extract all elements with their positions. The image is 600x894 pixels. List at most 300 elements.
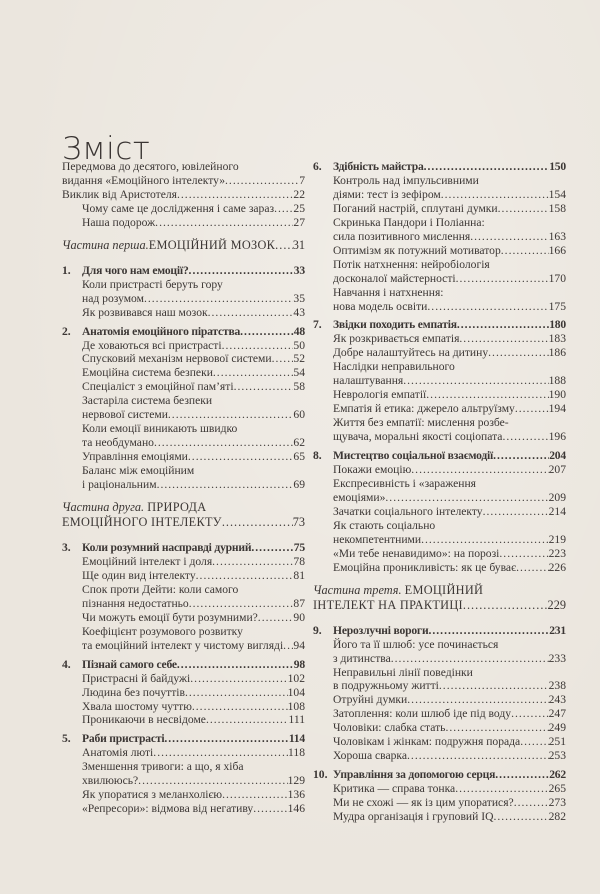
toc-entry xyxy=(62,713,305,727)
chapter-group xyxy=(62,264,305,320)
toc-line xyxy=(333,346,566,360)
toc-line xyxy=(82,339,305,353)
entry-title: Мистецтво соціальної взаємодії xyxy=(333,449,494,463)
chapter-group xyxy=(313,768,566,824)
entry-title: Контроль над імпульсивними xyxy=(333,173,479,187)
toc-line xyxy=(333,638,566,652)
toc-entry xyxy=(62,802,305,816)
page-number: 262 xyxy=(549,768,566,782)
dot-leader xyxy=(411,463,548,477)
chapter-group xyxy=(62,541,305,653)
page-number: 243 xyxy=(548,693,566,707)
toc-entry xyxy=(62,422,305,450)
entry-title: Раби пристрасті xyxy=(82,732,165,746)
entry-title: емоціями» xyxy=(333,490,386,504)
toc-line xyxy=(82,394,305,408)
entry-title: Управління за допомогою серця xyxy=(333,768,496,782)
toc-entry xyxy=(313,782,566,796)
toc-line xyxy=(82,464,305,478)
page-number: 73 xyxy=(292,515,305,530)
entry-title: Пізнай самого себе xyxy=(82,657,177,671)
page-number: 196 xyxy=(548,430,566,444)
toc-entry xyxy=(313,547,566,561)
dot-leader xyxy=(212,555,293,569)
page-number: 35 xyxy=(293,291,305,305)
toc-line xyxy=(333,286,566,300)
toc-line xyxy=(82,325,305,339)
dot-leader xyxy=(483,505,549,519)
entry-title: Покажи емоцію xyxy=(333,463,412,477)
toc-line xyxy=(333,666,566,680)
dot-leader xyxy=(424,160,550,174)
toc-line xyxy=(333,721,566,735)
dot-leader xyxy=(427,300,548,314)
page-number: 146 xyxy=(287,802,305,816)
toc-line xyxy=(82,686,305,700)
toc-line xyxy=(333,202,566,216)
entry-title: некомпетентними xyxy=(333,532,422,546)
entry-title: і раціональним xyxy=(82,478,157,492)
chapter-number: 10. xyxy=(313,768,328,782)
dot-leader xyxy=(225,174,299,188)
toc-line xyxy=(62,160,305,174)
entry-title: Де ховаються всі пристрасті xyxy=(82,338,222,352)
entry-title: Добре налаштуйтесь на дитину xyxy=(333,346,489,360)
entry-title: діями: тест із зефіром xyxy=(333,187,441,201)
entry-title: Анатомія емоційного піратства xyxy=(82,324,241,338)
page-number: 273 xyxy=(548,796,566,810)
toc-entry xyxy=(62,746,305,760)
chapter-number: 8. xyxy=(313,449,322,463)
dot-leader xyxy=(455,782,548,796)
entry-title: Як розкривається емпатія xyxy=(333,332,460,346)
part-label: Частина перша. xyxy=(62,237,149,252)
toc-line xyxy=(333,796,566,810)
toc-line xyxy=(333,768,566,782)
dot-leader xyxy=(520,735,548,749)
chapter-group xyxy=(313,624,566,764)
entry-title: Баланс між емоційним xyxy=(82,464,195,478)
toc-line xyxy=(333,300,566,314)
toc-line xyxy=(82,569,305,583)
page-number: 186 xyxy=(548,346,566,360)
toc-entry xyxy=(62,450,305,464)
dot-leader xyxy=(459,332,548,346)
toc-entry xyxy=(313,735,566,749)
toc-line xyxy=(333,749,566,763)
toc-line xyxy=(333,216,566,230)
dot-leader xyxy=(258,611,294,625)
toc-column-left xyxy=(62,160,305,821)
entry-title: досконалої майстерності xyxy=(333,271,456,285)
entry-title: Його та її шлюб: усе починається xyxy=(333,637,499,651)
toc-line xyxy=(62,515,305,530)
chapter-heading xyxy=(313,160,566,174)
page-number: 158 xyxy=(548,201,566,215)
toc-entry xyxy=(313,463,566,477)
dot-leader xyxy=(407,749,549,763)
toc-entry xyxy=(313,388,566,402)
page-number: 87 xyxy=(293,596,305,610)
toc-line xyxy=(313,583,566,598)
chapter-heading xyxy=(62,732,305,746)
chapter-heading xyxy=(313,624,566,638)
entry-title: та необдумано xyxy=(82,436,154,450)
toc-line xyxy=(333,519,566,533)
dot-leader xyxy=(274,202,293,216)
entry-title: ІНТЕЛЕКТ НА ПРАКТИЦІ xyxy=(313,597,463,612)
page-number: 190 xyxy=(548,388,566,402)
toc-entry xyxy=(313,216,566,244)
entry-title: Потік натхнення: нейробіологія xyxy=(333,257,490,271)
toc-line xyxy=(333,782,566,796)
dot-leader xyxy=(493,449,549,463)
page-number: 238 xyxy=(548,679,566,693)
chapter-group xyxy=(313,318,566,444)
dot-leader xyxy=(403,374,548,388)
toc-entry xyxy=(313,749,566,763)
page-number: 207 xyxy=(548,463,566,477)
chapter-number: 6. xyxy=(313,160,322,173)
entry-title: над розумом xyxy=(82,291,144,305)
entry-title: Спусковий механізм нервової системи xyxy=(82,352,272,366)
toc-line xyxy=(333,449,566,463)
toc-line xyxy=(333,505,566,519)
dot-leader xyxy=(222,515,293,530)
entry-title: Коефіцієнт розумового розвитку xyxy=(82,624,243,638)
toc-entry xyxy=(313,638,566,666)
chapter-number: 7. xyxy=(313,318,322,332)
dot-leader xyxy=(407,693,548,707)
toc-line xyxy=(82,380,305,394)
chapter-group xyxy=(62,160,305,230)
entry-title: Управління емоціями xyxy=(82,450,188,464)
entry-title: Емоційний інтелект і доля xyxy=(82,554,213,568)
toc-entry xyxy=(313,286,566,314)
toc-line xyxy=(333,402,566,416)
dot-leader xyxy=(470,230,548,244)
page-number: 129 xyxy=(287,774,305,788)
page-number: 136 xyxy=(287,788,305,802)
toc-line xyxy=(82,422,305,436)
toc-entry xyxy=(62,788,305,802)
dot-leader xyxy=(511,707,549,721)
toc-entry xyxy=(62,583,305,611)
toc-line xyxy=(333,272,566,286)
toc-entry xyxy=(313,505,566,519)
dot-leader xyxy=(493,810,548,824)
dot-leader xyxy=(185,686,288,700)
entry-title: Як розвивався наш мозок xyxy=(82,305,208,319)
entry-title: видання «Емоційного інтелекту» xyxy=(62,173,226,187)
page-number: 50 xyxy=(293,338,305,352)
page-number: 104 xyxy=(287,685,305,699)
toc-line xyxy=(62,238,305,253)
entry-title: нова модель освіти xyxy=(333,299,428,313)
dot-leader xyxy=(138,774,287,788)
dot-leader xyxy=(222,788,288,802)
entry-title: Як стають соціально xyxy=(333,518,436,532)
entry-title: Експресивність і «зараження xyxy=(333,476,476,490)
page-number: 265 xyxy=(548,782,566,796)
toc-entry xyxy=(62,700,305,714)
chapter-heading xyxy=(62,325,305,339)
dot-leader xyxy=(153,746,288,760)
entry-title: Спок проти Дейти: коли самого xyxy=(82,582,239,596)
chapter-number: 4. xyxy=(62,657,71,671)
dot-leader xyxy=(253,802,287,816)
page-number: 48 xyxy=(293,324,305,338)
dot-leader xyxy=(391,652,549,666)
toc-line xyxy=(333,463,566,477)
dot-leader xyxy=(515,402,549,416)
toc-line xyxy=(333,430,566,444)
entry-title: налаштування xyxy=(333,374,404,388)
page-number: 111 xyxy=(288,713,305,727)
dot-leader xyxy=(498,202,549,216)
toc-entry xyxy=(62,611,305,625)
page-number: 33 xyxy=(293,263,305,277)
dot-leader xyxy=(177,658,294,672)
toc-column-right xyxy=(313,160,566,829)
entry-title: з дитинства xyxy=(333,651,391,665)
toc-entry xyxy=(313,707,566,721)
toc-entry xyxy=(313,666,566,694)
toc-line xyxy=(333,188,566,202)
page-number: 118 xyxy=(288,746,305,760)
toc-line xyxy=(333,810,566,824)
page-number: 204 xyxy=(549,449,566,463)
toc-entry xyxy=(62,672,305,686)
toc-entry xyxy=(313,796,566,810)
chapter-number: 9. xyxy=(313,623,322,637)
entry-title: Наша подорож xyxy=(82,215,156,229)
toc-line xyxy=(333,230,566,244)
page-number: 214 xyxy=(548,504,566,518)
page-number: 98 xyxy=(293,657,305,671)
dot-leader xyxy=(234,380,294,394)
toc-line xyxy=(82,732,305,746)
toc-line xyxy=(82,802,305,816)
dot-leader xyxy=(439,679,549,693)
page-number: 180 xyxy=(549,318,566,332)
toc-entry xyxy=(313,416,566,444)
toc-line xyxy=(82,597,305,611)
toc-line xyxy=(333,707,566,721)
toc-line xyxy=(82,658,305,672)
entry-title: ЕМОЦІЙНИЙ МОЗОК xyxy=(148,237,276,252)
toc-line xyxy=(333,318,566,332)
page-number: 69 xyxy=(293,478,305,492)
dot-leader xyxy=(222,339,294,353)
dot-leader xyxy=(441,188,549,202)
page-title: Зміст xyxy=(62,130,151,167)
entry-title: Здібність майстра xyxy=(333,160,424,173)
page-number: 102 xyxy=(287,671,305,685)
toc-line xyxy=(82,774,305,788)
chapter-number: 3. xyxy=(62,541,71,555)
dot-leader xyxy=(516,561,549,575)
toc-entry xyxy=(313,332,566,346)
toc-entry xyxy=(62,380,305,394)
toc-entry xyxy=(313,174,566,202)
toc-entry xyxy=(313,721,566,735)
part-label: Частина третя. xyxy=(313,582,402,597)
entry-title: Як упоратися з меланхолією xyxy=(82,788,223,802)
page-number: 188 xyxy=(548,374,566,388)
page-number: 223 xyxy=(548,546,566,560)
entry-title: хвилююсь? xyxy=(82,774,139,788)
toc-entry xyxy=(313,360,566,388)
entry-title: Виклик від Аристотеля xyxy=(62,187,177,201)
entry-title: Спеціаліст з емоційної пам’яті xyxy=(82,380,234,394)
dot-leader xyxy=(421,533,549,547)
page-number: 183 xyxy=(548,332,566,346)
toc-line xyxy=(82,788,305,802)
dot-leader xyxy=(188,450,294,464)
page-number: 62 xyxy=(293,436,305,450)
entry-title: Нерозлучні вороги xyxy=(333,623,429,637)
dot-leader xyxy=(283,639,293,653)
entry-title: «Ми тебе ненавидимо»: на порозі xyxy=(333,546,500,560)
page-number: 209 xyxy=(548,490,566,504)
toc-line xyxy=(333,561,566,575)
toc-entry xyxy=(62,202,305,216)
chapter-heading xyxy=(313,449,566,463)
toc-line xyxy=(333,160,566,174)
dot-leader xyxy=(385,491,548,505)
toc-entry xyxy=(313,258,566,286)
toc-line xyxy=(333,360,566,374)
toc-line xyxy=(333,652,566,666)
toc-line xyxy=(82,672,305,686)
toc-entry xyxy=(62,569,305,583)
toc-entry xyxy=(62,394,305,422)
toc-entry xyxy=(62,216,305,230)
entry-title: Чоловікам і жінкам: подружня порада xyxy=(333,735,521,749)
entry-title: Емоційна проникливість: як це буває xyxy=(333,560,517,574)
entry-title: Коли розумний насправді дурний xyxy=(82,541,252,555)
toc-entry xyxy=(62,464,305,492)
entry-title: нервової системи xyxy=(82,408,168,422)
chapter-group xyxy=(62,325,305,492)
toc-line xyxy=(62,174,305,188)
toc-entry xyxy=(313,693,566,707)
entry-title: Навчання і натхнення: xyxy=(333,285,444,299)
toc-line xyxy=(333,258,566,272)
dot-leader xyxy=(144,292,293,306)
entry-title: Коли емоції виникають швидко xyxy=(82,422,238,436)
page-number: 94 xyxy=(293,638,305,652)
toc-entry xyxy=(62,278,305,306)
chapter-group xyxy=(62,658,305,728)
entry-title: Проникаючи в несвідоме xyxy=(82,713,206,727)
dot-leader xyxy=(426,388,548,402)
page-number: 194 xyxy=(548,402,566,416)
page-number: 253 xyxy=(548,749,566,763)
entry-title: Мудра організація і груповий IQ xyxy=(333,810,494,824)
page-number: 52 xyxy=(293,352,305,366)
dot-leader xyxy=(457,318,549,332)
dot-leader xyxy=(208,306,294,320)
page-number: 282 xyxy=(548,810,566,824)
toc-entry xyxy=(62,188,305,202)
toc-entry xyxy=(62,306,305,320)
toc-entry xyxy=(62,160,305,188)
chapter-heading xyxy=(313,768,566,782)
page-number: 249 xyxy=(548,721,566,735)
dot-leader xyxy=(495,768,549,782)
dot-leader xyxy=(189,264,294,278)
page-number: 81 xyxy=(293,568,305,582)
toc-entry xyxy=(313,810,566,824)
part-title: ПРИРОДА xyxy=(147,500,207,515)
entry-title: Ми не схожі — як із цим упоратися? xyxy=(333,796,514,810)
chapter-number: 1. xyxy=(62,263,71,277)
toc-entry xyxy=(62,760,305,788)
toc-line xyxy=(333,174,566,188)
toc-line xyxy=(333,416,566,430)
toc-line xyxy=(82,292,305,306)
toc-line xyxy=(82,713,305,727)
entry-title: в подружньому житті xyxy=(333,679,439,693)
page-number: 226 xyxy=(548,560,566,574)
toc-line xyxy=(333,477,566,491)
toc-line xyxy=(333,547,566,561)
entry-title: ЕМОЦІЙНОГО ІНТЕЛЕКТУ xyxy=(62,515,222,530)
page-number: 78 xyxy=(293,554,305,568)
page-number: 27 xyxy=(293,215,305,229)
toc-line xyxy=(313,598,566,613)
dot-leader xyxy=(463,598,548,613)
entry-title: Хороша сварка xyxy=(333,749,408,763)
toc-line xyxy=(82,583,305,597)
toc-entry xyxy=(313,561,566,575)
page-number: 251 xyxy=(548,735,566,749)
toc-line xyxy=(82,611,305,625)
entry-title: Зменшення тривоги: а що, я хіба xyxy=(82,760,244,774)
dot-leader xyxy=(190,672,287,686)
toc-line xyxy=(82,639,305,653)
entry-title: Оптимізм як потужний мотиватор xyxy=(333,243,501,257)
chapter-number: 5. xyxy=(62,732,71,746)
dot-leader xyxy=(514,796,549,810)
entry-title: Наслідки неправильного xyxy=(333,360,455,374)
dot-leader xyxy=(155,216,293,230)
toc-line xyxy=(333,332,566,346)
dot-leader xyxy=(488,346,548,360)
dot-leader xyxy=(154,436,293,450)
page-number: 25 xyxy=(293,201,305,215)
page-number: 65 xyxy=(293,450,305,464)
dot-leader xyxy=(428,624,549,638)
page-number: 229 xyxy=(547,597,566,612)
page-number: 90 xyxy=(293,610,305,624)
entry-title: Коли пристрасті беруть гору xyxy=(82,277,223,291)
toc-entry xyxy=(313,346,566,360)
toc-entry xyxy=(62,366,305,380)
entry-title: Отруйні думки xyxy=(333,693,408,707)
dot-leader xyxy=(272,352,294,366)
page-number: 150 xyxy=(549,160,566,173)
page-number: 114 xyxy=(288,732,305,746)
dot-leader xyxy=(206,713,289,727)
chapter-number: 2. xyxy=(62,324,71,338)
entry-title: пізнання недостатньо xyxy=(82,596,189,610)
entry-title: Чоловіки: слабка стать xyxy=(333,721,446,735)
dot-leader xyxy=(275,238,293,253)
toc-line xyxy=(82,366,305,380)
